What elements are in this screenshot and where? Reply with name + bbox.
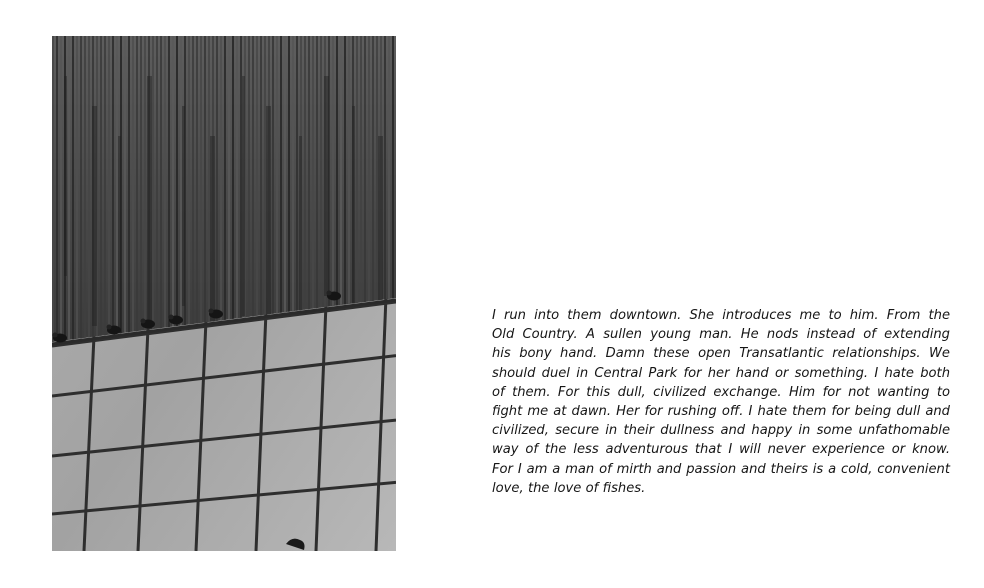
story-line: of them. For this dull, civilized exchange. Him for not wanting to	[492, 384, 950, 400]
story-line: love, the love of fishes.	[492, 480, 646, 496]
story-line: way of the less adventurous that I will never experience or know.	[492, 442, 950, 458]
story-line: should duel in Central Park for her hand or something. I hate both	[492, 365, 950, 381]
story-line: Old Country. A sullen young man. He nods instead of extending	[492, 327, 950, 343]
story-line: For I am a man of mirth and passion and theirs is a cold, convenient	[492, 461, 950, 477]
story-line: civilized, secure in their dullness and happy in some unfathomable	[492, 423, 950, 439]
black-and-white-photograph	[52, 36, 396, 551]
story-line: his bony hand. Damn these open Transatlantic relationships. We	[492, 346, 950, 362]
story-line: I run into them downtown. She introduces me to him. From the	[492, 308, 950, 323]
wall-photo-image	[52, 36, 396, 551]
story-paragraph	[492, 306, 950, 498]
story-line: fight me at dawn. Her for rushing off. I hate them for being dull and	[492, 404, 950, 420]
